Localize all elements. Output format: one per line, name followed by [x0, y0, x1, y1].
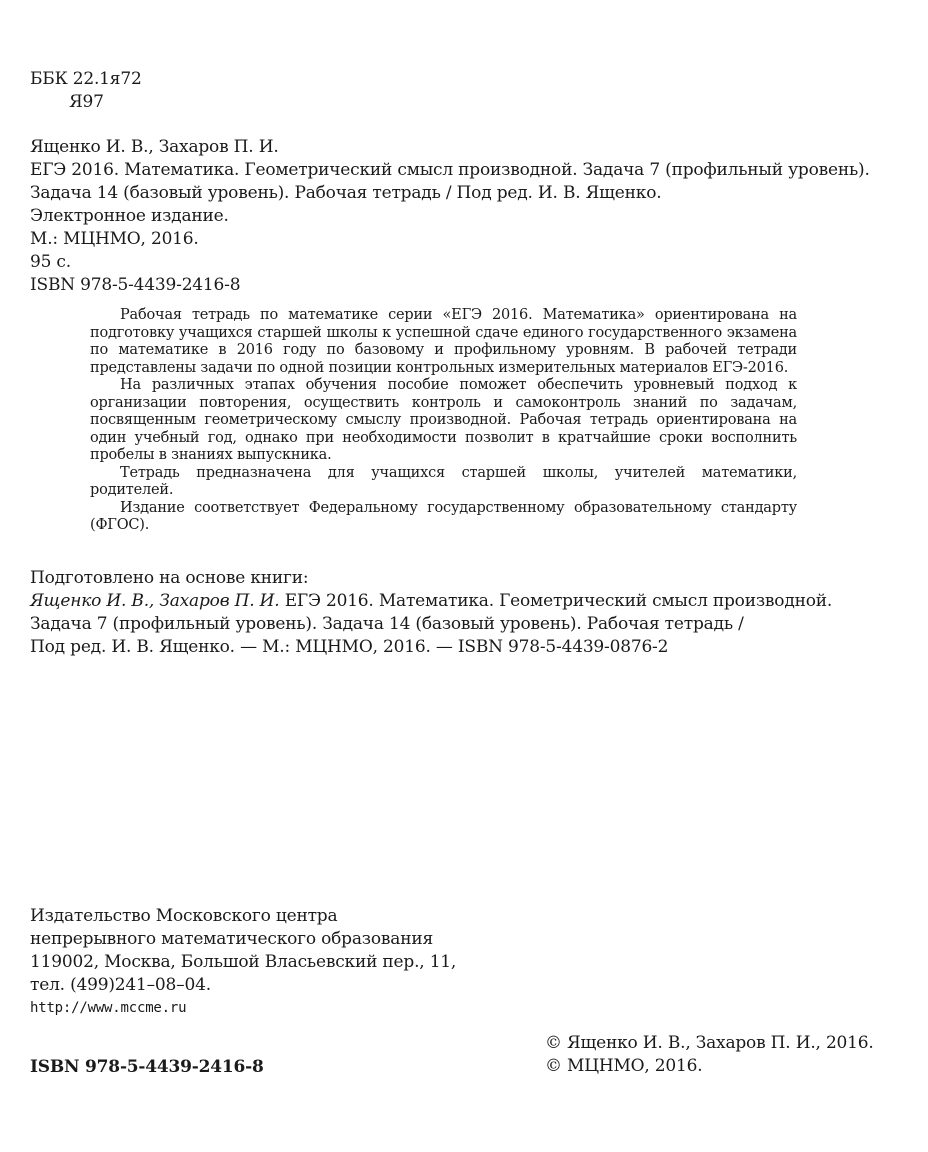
- biblio-title-line-2: Задача 14 (базовый уровень). Рабочая тетрадь / Под ред. И. В. Ященко.: [30, 183, 662, 203]
- abstract-paragraph-2: На различных этапах обучения пособие поможет обеспечить уровневый подход к организации повторения, осуществить контроль и самоконтроль знаний по задачам, посвященным геометрическому смыслу производной. Рабочая тетрадь ориентирована на один учебный год, однако при необходимости позволит в кратчайшие сроки восполнить пробелы в знаниях выпускника.: [90, 377, 797, 463]
- biblio-imprint: М.: МЦНМО, 2016.: [30, 229, 199, 249]
- biblio-edition: Электронное издание.: [30, 206, 229, 226]
- bbk-block: [30, 68, 142, 114]
- source-title: ЕГЭ 2016. Математика. Геометрический смысл производной.: [284, 591, 833, 611]
- publisher-address: 119002, Москва, Большой Власьевский пер., 11,: [30, 952, 457, 972]
- abstract-paragraph-1: Рабочая тетрадь по математике серии «ЕГЭ 2016. Математика» ориентирована на подготовку учащихся старшей школы к успешной сдаче единого государственного экзамена по математике в 2016 году по базовому и профильному уровням. В рабочей тетради представлены задачи по одной позиции контрольных измерительных материалов ЕГЭ-2016.: [90, 307, 797, 376]
- publisher-line-1: Издательство Московского центра: [30, 906, 338, 926]
- copyright-publisher: © МЦНМО, 2016.: [545, 1056, 703, 1076]
- copyright: [545, 1032, 874, 1078]
- source-authors: Ященко И. В., Захаров П. И.: [30, 591, 280, 611]
- source-line-1: [30, 590, 832, 613]
- isbn: ISBN 978-5-4439-2416-8: [30, 1057, 264, 1077]
- bbk-code: ББК 22.1я72: [30, 69, 142, 89]
- abstract: [90, 307, 797, 535]
- abstract-paragraph-3: Тетрадь предназначена для учащихся старшей школы, учителей математики, родителей.: [90, 464, 797, 498]
- publisher-info: [30, 905, 456, 1020]
- publisher-line-2: непрерывного математического образования: [30, 929, 433, 949]
- source-book: [30, 567, 832, 659]
- source-heading: Подготовлено на основе книги:: [30, 568, 309, 588]
- abstract-paragraph-4: Издание соответствует Федеральному государственному образовательному стандарту (ФГОС).: [90, 499, 797, 533]
- publisher-url[interactable]: http://www.mccme.ru: [30, 1000, 187, 1016]
- source-line-3: Под ред. И. В. Ященко. — М.: МЦНМО, 2016. — ISBN 978-5-4439-0876-2: [30, 637, 669, 657]
- bibliographic-record: [30, 136, 870, 297]
- biblio-pages: 95 с.: [30, 252, 71, 272]
- copyright-authors: © Ященко И. В., Захаров П. И., 2016.: [545, 1033, 874, 1053]
- biblio-isbn: ISBN 978-5-4439-2416-8: [30, 275, 241, 295]
- biblio-title-line-1: ЕГЭ 2016. Математика. Геометрический смысл производной. Задача 7 (профильный уровень).: [30, 160, 870, 180]
- publisher-phone: тел. (499)241–08–04.: [30, 975, 211, 995]
- biblio-authors: Ященко И. В., Захаров П. И.: [30, 137, 279, 157]
- author-mark: Я97: [69, 92, 104, 112]
- source-line-2: Задача 7 (профильный уровень). Задача 14 (базовый уровень). Рабочая тетрадь /: [30, 614, 744, 634]
